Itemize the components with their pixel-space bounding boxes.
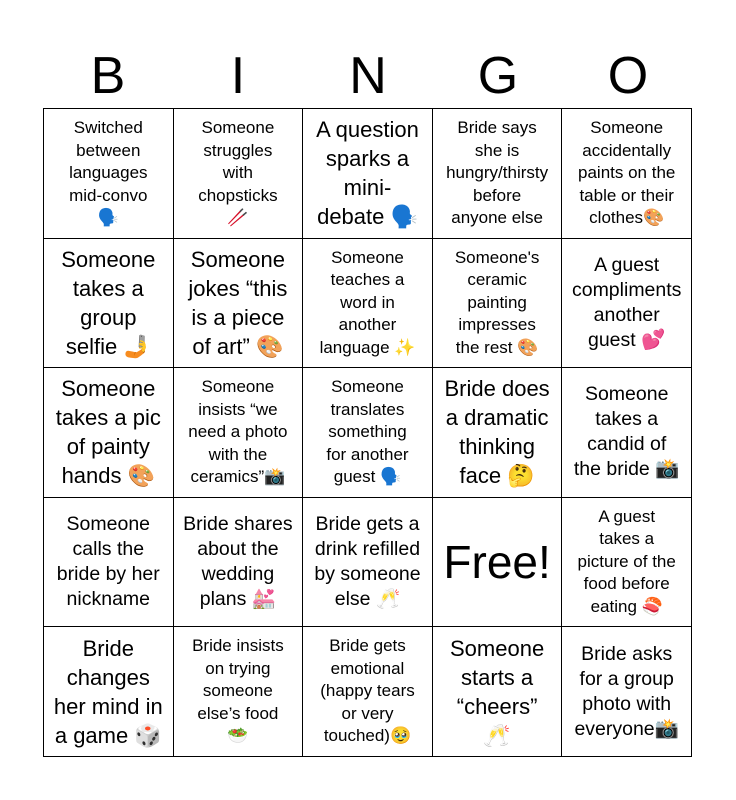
cell-text: Bride shares about the wedding plans 💒 — [183, 513, 293, 611]
bingo-cell[interactable] — [44, 627, 174, 757]
bingo-cell[interactable] — [44, 109, 174, 239]
cell-text: Someone translates something for another guest 🗣️ — [326, 377, 409, 487]
bingo-cell[interactable] — [174, 498, 304, 628]
bingo-cell[interactable] — [303, 498, 433, 628]
header-letter-b: B — [90, 47, 126, 105]
header-letter-o: O — [607, 47, 649, 105]
cell-text: Someone calls the bride by her nickname — [56, 513, 160, 611]
bingo-cell[interactable] — [44, 498, 174, 628]
bingo-cell[interactable] — [562, 239, 692, 369]
bingo-cell[interactable] — [174, 239, 304, 369]
cell-text: Bride does a dramatic thinking face 🤔 — [444, 376, 550, 489]
cell-text: Bride insists on trying someone else’s food 🥗 — [192, 636, 284, 746]
cell-text: Someone takes a group selfie 🤳 — [61, 246, 156, 359]
cell-text: Someone takes a pic of painty hands 🎨 — [55, 376, 161, 489]
bingo-header — [43, 44, 693, 108]
header-letter-g: G — [477, 47, 519, 105]
bingo-cell[interactable] — [562, 627, 692, 757]
cell-text: Someone struggles with chopsticks 🥢 — [198, 118, 278, 228]
cell-text: A guest compliments another guest 💕 — [571, 253, 682, 351]
header-letter-i: I — [230, 47, 246, 105]
cell-text: Bride asks for a group photo with everyone📸 — [574, 642, 679, 740]
cell-text: Someone jokes “this is a piece of art” 🎨 — [188, 246, 288, 359]
free-space-text: Free! — [443, 536, 551, 589]
cell-text: Someone accidentally paints on the table or their clothes🎨 — [578, 118, 676, 228]
cell-text: A question sparks a mini- debate 🗣️ — [316, 117, 419, 230]
bingo-cell[interactable] — [433, 109, 563, 239]
cell-text: Bride says she is hungry/thirsty before anyone else — [446, 118, 549, 228]
cell-text: Bride changes her mind in a game 🎲 — [53, 635, 163, 748]
bingo-card — [43, 108, 692, 757]
bingo-cell[interactable] — [562, 109, 692, 239]
cell-text: Switched between languages mid-convo 🗣️ — [69, 118, 148, 228]
cell-text: Someone starts a “cheers” 🥂 — [450, 635, 545, 748]
bingo-cell[interactable] — [303, 109, 433, 239]
bingo-cell[interactable] — [174, 368, 304, 498]
bingo-cell[interactable] — [433, 368, 563, 498]
bingo-cell[interactable] — [174, 627, 304, 757]
bingo-cell[interactable] — [44, 368, 174, 498]
bingo-cell[interactable] — [303, 627, 433, 757]
bingo-cell[interactable] — [303, 368, 433, 498]
bingo-cell[interactable] — [433, 239, 563, 369]
cell-text: Bride gets a drink refilled by someone else 🥂 — [314, 513, 421, 611]
cell-text: A guest takes a picture of the food before eating 🍣 — [577, 506, 676, 616]
cell-text: Someone insists “we need a photo with the ceramics”📸 — [188, 377, 288, 487]
free-space-cell[interactable] — [433, 498, 563, 628]
bingo-cell[interactable] — [303, 239, 433, 369]
cell-text: Bride gets emotional (happy tears or very touched)🥹 — [320, 636, 415, 746]
bingo-cell[interactable] — [44, 239, 174, 369]
cell-text: Someone takes a candid of the bride 📸 — [573, 383, 680, 481]
bingo-cell[interactable] — [174, 109, 304, 239]
bingo-cell[interactable] — [433, 627, 563, 757]
cell-text: Someone teaches a word in another language ✨ — [319, 247, 416, 357]
bingo-cell[interactable] — [562, 368, 692, 498]
cell-text: Someone's ceramic painting impresses the rest 🎨 — [454, 247, 540, 357]
bingo-cell[interactable] — [562, 498, 692, 628]
header-letter-n: N — [349, 47, 387, 105]
